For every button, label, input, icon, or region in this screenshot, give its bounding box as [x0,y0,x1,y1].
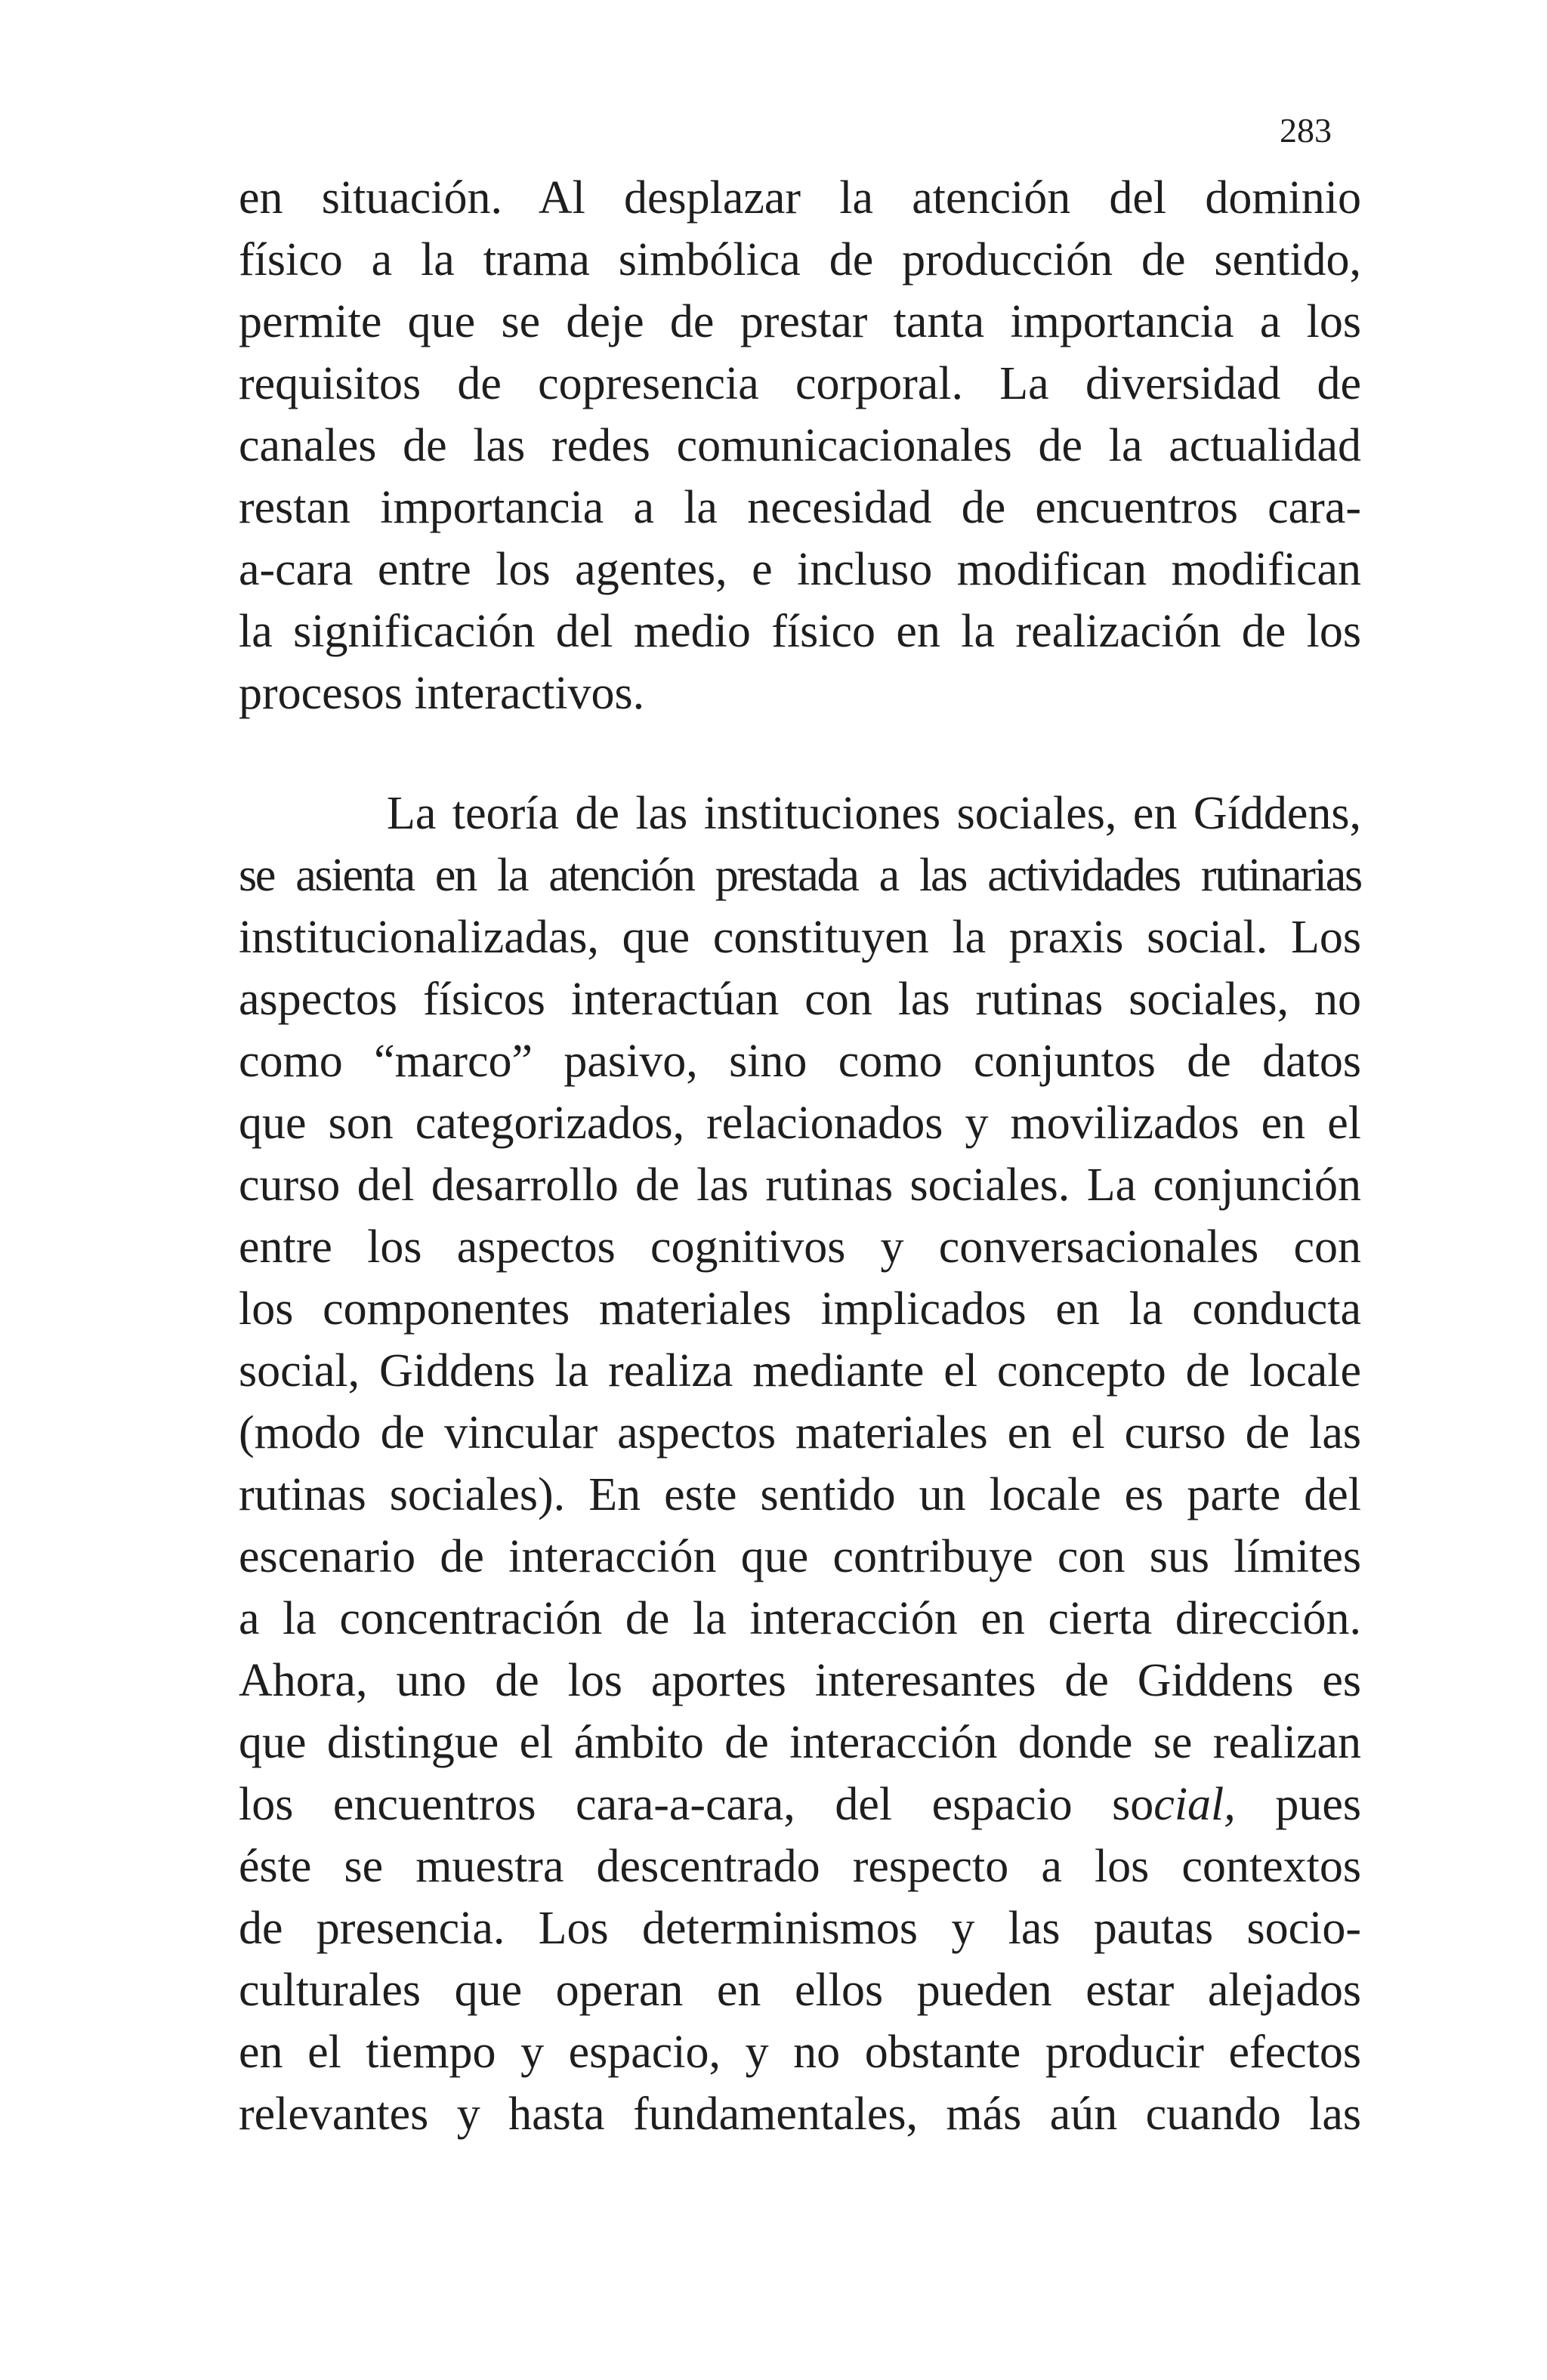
text-line: se asienta en la atención prestada a las actividades rutinarias [239,850,1361,901]
paragraph-1 [239,167,1361,724]
text-line: institucionalizadas, que constituyen la praxis social. Los [239,912,1361,963]
text-line: culturales que operan en ellos pueden estar alejados [239,1965,1361,2016]
text-line: rutinas sociales). En este sentido un locale es parte del [239,1469,1361,1520]
text-line: social, Giddens la realiza mediante el concepto de locale [239,1345,1361,1397]
text-line: que son categorizados, relacionados y movilizados en el [239,1097,1361,1149]
text-line: en el tiempo y espacio, y no obstante producir efectos [239,2027,1361,2078]
text-line: Ahora, uno de los aportes interesantes de Giddens es [239,1655,1361,1706]
text-fragment: los encuentros cara-a-cara, del espacio so [239,1779,1154,1830]
text-line: a la concentración de la interacción en cierta dirección. [239,1593,1361,1644]
text-line: curso del desarrollo de las rutinas sociales. La conjunción [239,1159,1361,1211]
text-line: la significación del medio físico en la realización de los [239,606,1361,657]
text-line: procesos interactivos. [239,668,645,719]
paragraph-2 [239,783,1361,2145]
text-line: de presencia. Los determinismos y las pautas socio- [239,1903,1361,1954]
text-line: los componentes materiales implicados en la conducta [239,1283,1361,1335]
italic-text-fragment: cial, [1153,1779,1236,1830]
page-number: 283 [1280,111,1332,150]
text-line: que distingue el ámbito de interacción donde se realizan [239,1717,1361,1768]
text-line: relevantes y hasta fundamentales, más aún cuando las [239,2088,1361,2140]
text-line: requisitos de copresencia corporal. La diversidad de [239,358,1361,409]
text-line: restan importancia a la necesidad de encuentros cara- [239,482,1361,533]
text-line [239,1773,1361,1835]
text-line: (modo de vincular aspectos materiales en el curso de las [239,1407,1361,1459]
text-line: físico a la trama simbólica de producción de sentido, [239,234,1361,286]
text-line: permite que se deje de prestar tanta importancia a los [239,296,1361,347]
text-line: entre los aspectos cognitivos y conversacionales con [239,1221,1361,1273]
text-line: en situación. Al desplazar la atención del dominio [239,172,1361,224]
text-line: canales de las redes comunicacionales de la actualidad [239,420,1361,471]
text-line: como “marco” pasivo, sino como conjuntos de datos [239,1036,1361,1087]
text-line: aspectos físicos interactúan con las rutinas sociales, no [239,974,1361,1025]
text-line: escenario de interacción que contribuye con sus límites [239,1531,1361,1582]
text-line: éste se muestra descentrado respecto a los contextos [239,1841,1361,1892]
text-line: a-cara entre los agentes, e incluso modifican modifican [239,544,1361,595]
text-fragment: pues [1235,1779,1362,1830]
text-line: La teoría de las instituciones sociales, en Gíddens, [387,788,1361,839]
